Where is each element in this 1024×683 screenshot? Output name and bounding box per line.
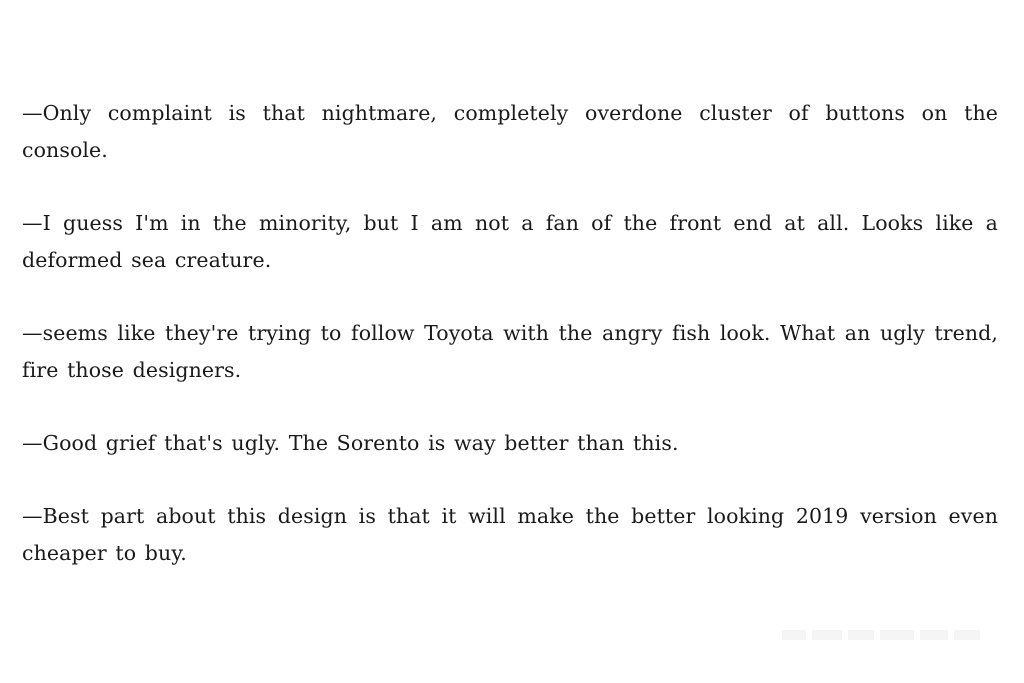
faint-watermark xyxy=(782,628,982,642)
comment-item xyxy=(22,95,998,169)
comment-item xyxy=(22,425,998,462)
comment-text: —seems like they're trying to follow Toyota with the angry fish look. What an ugly trend, fire those designers. xyxy=(22,321,998,382)
comment-text: —Only complaint is that nightmare, completely overdone cluster of buttons on the console. xyxy=(22,101,998,162)
comment-list xyxy=(22,95,998,608)
comment-text: —Best part about this design is that it will make the better looking 2019 version even cheaper to buy. xyxy=(22,504,998,565)
comment-item xyxy=(22,205,998,279)
comment-item xyxy=(22,315,998,389)
comment-text: —Good grief that's ugly. The Sorento is way better than this. xyxy=(22,431,679,455)
comment-text: —I guess I'm in the minority, but I am not a fan of the front end at all. Looks like a deformed sea creature. xyxy=(22,211,998,272)
comment-item xyxy=(22,498,998,572)
